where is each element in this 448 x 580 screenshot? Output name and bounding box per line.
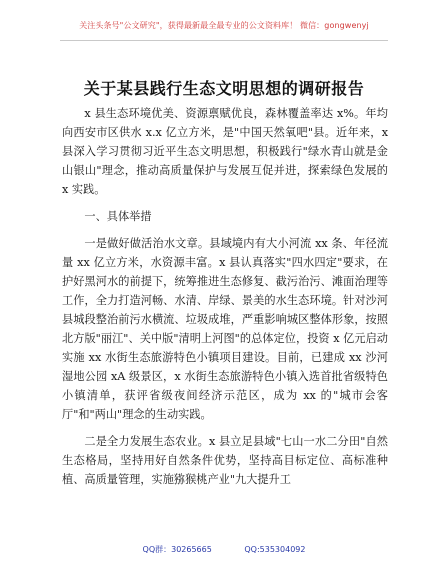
footer-contacts (0, 544, 448, 555)
paragraph-agriculture: 二是全力发展生态农业。x 县立足县域"七山一水二分田"自然生态格局，坚持用好自然条件优势，坚持高目标定位、高标准种植、高质量管理，实施猕猴桃产业"九大提升工 (62, 435, 388, 486)
header-divider (60, 40, 388, 41)
paragraph-water: 一是做好做活治水文章。县域境内有大小河流 xx 条、年径流量 xx 亿立方米，水资源丰富。x 县认真落实"四水四定"要求，在护好黑河水的前提下，统筹推进生态修复、截污治污、滩面治理等工作，全力打造河畅、水清、岸绿、景美的水生态环境。针对沙河县城段整治前污水横流、垃圾成堆，严重影响城区整体形象，按照北方版"丽江"、关中版"清明上河图"的总体定位，投资 x 亿元启动实施 xx 水街生态旅游特色小镇项目建设。目前，已建成 xx 沙河湿地公园 xA 级景区，x 水街生态旅游特色小镇入选首批省级特色小镇清单，获评省级夜间经济示范区，成为 xx 的"城市会客厅"和"两山"理念的生动实践。 (62, 237, 388, 421)
intro-paragraph: x 县生态环境优美、资源禀赋优良，森林覆盖率达 x%。年均向西安市区供水 x.x 亿立方米，是"中国天然氧吧"县。近年来，x 县深入学习贯彻习近平生态文明思想，积极践行"绿水青山就是金山银山"理念，推动高质量保护与发展互促并进，探索绿色发展的 x 实践。 (62, 107, 388, 196)
promo-banner: 关注头条号"公文研究"，获得最新最全最专业的公文资料库！ 微信：gongwenyj (79, 21, 369, 30)
section-heading-1: 一、具体举措 (84, 210, 152, 223)
footer-qq-group: QQ群：30265665 (142, 545, 212, 554)
document-body (62, 104, 388, 489)
document-title: 关于某县践行生态文明思想的调研报告 (83, 79, 365, 98)
footer-qq: QQ:535304092 (244, 545, 306, 554)
